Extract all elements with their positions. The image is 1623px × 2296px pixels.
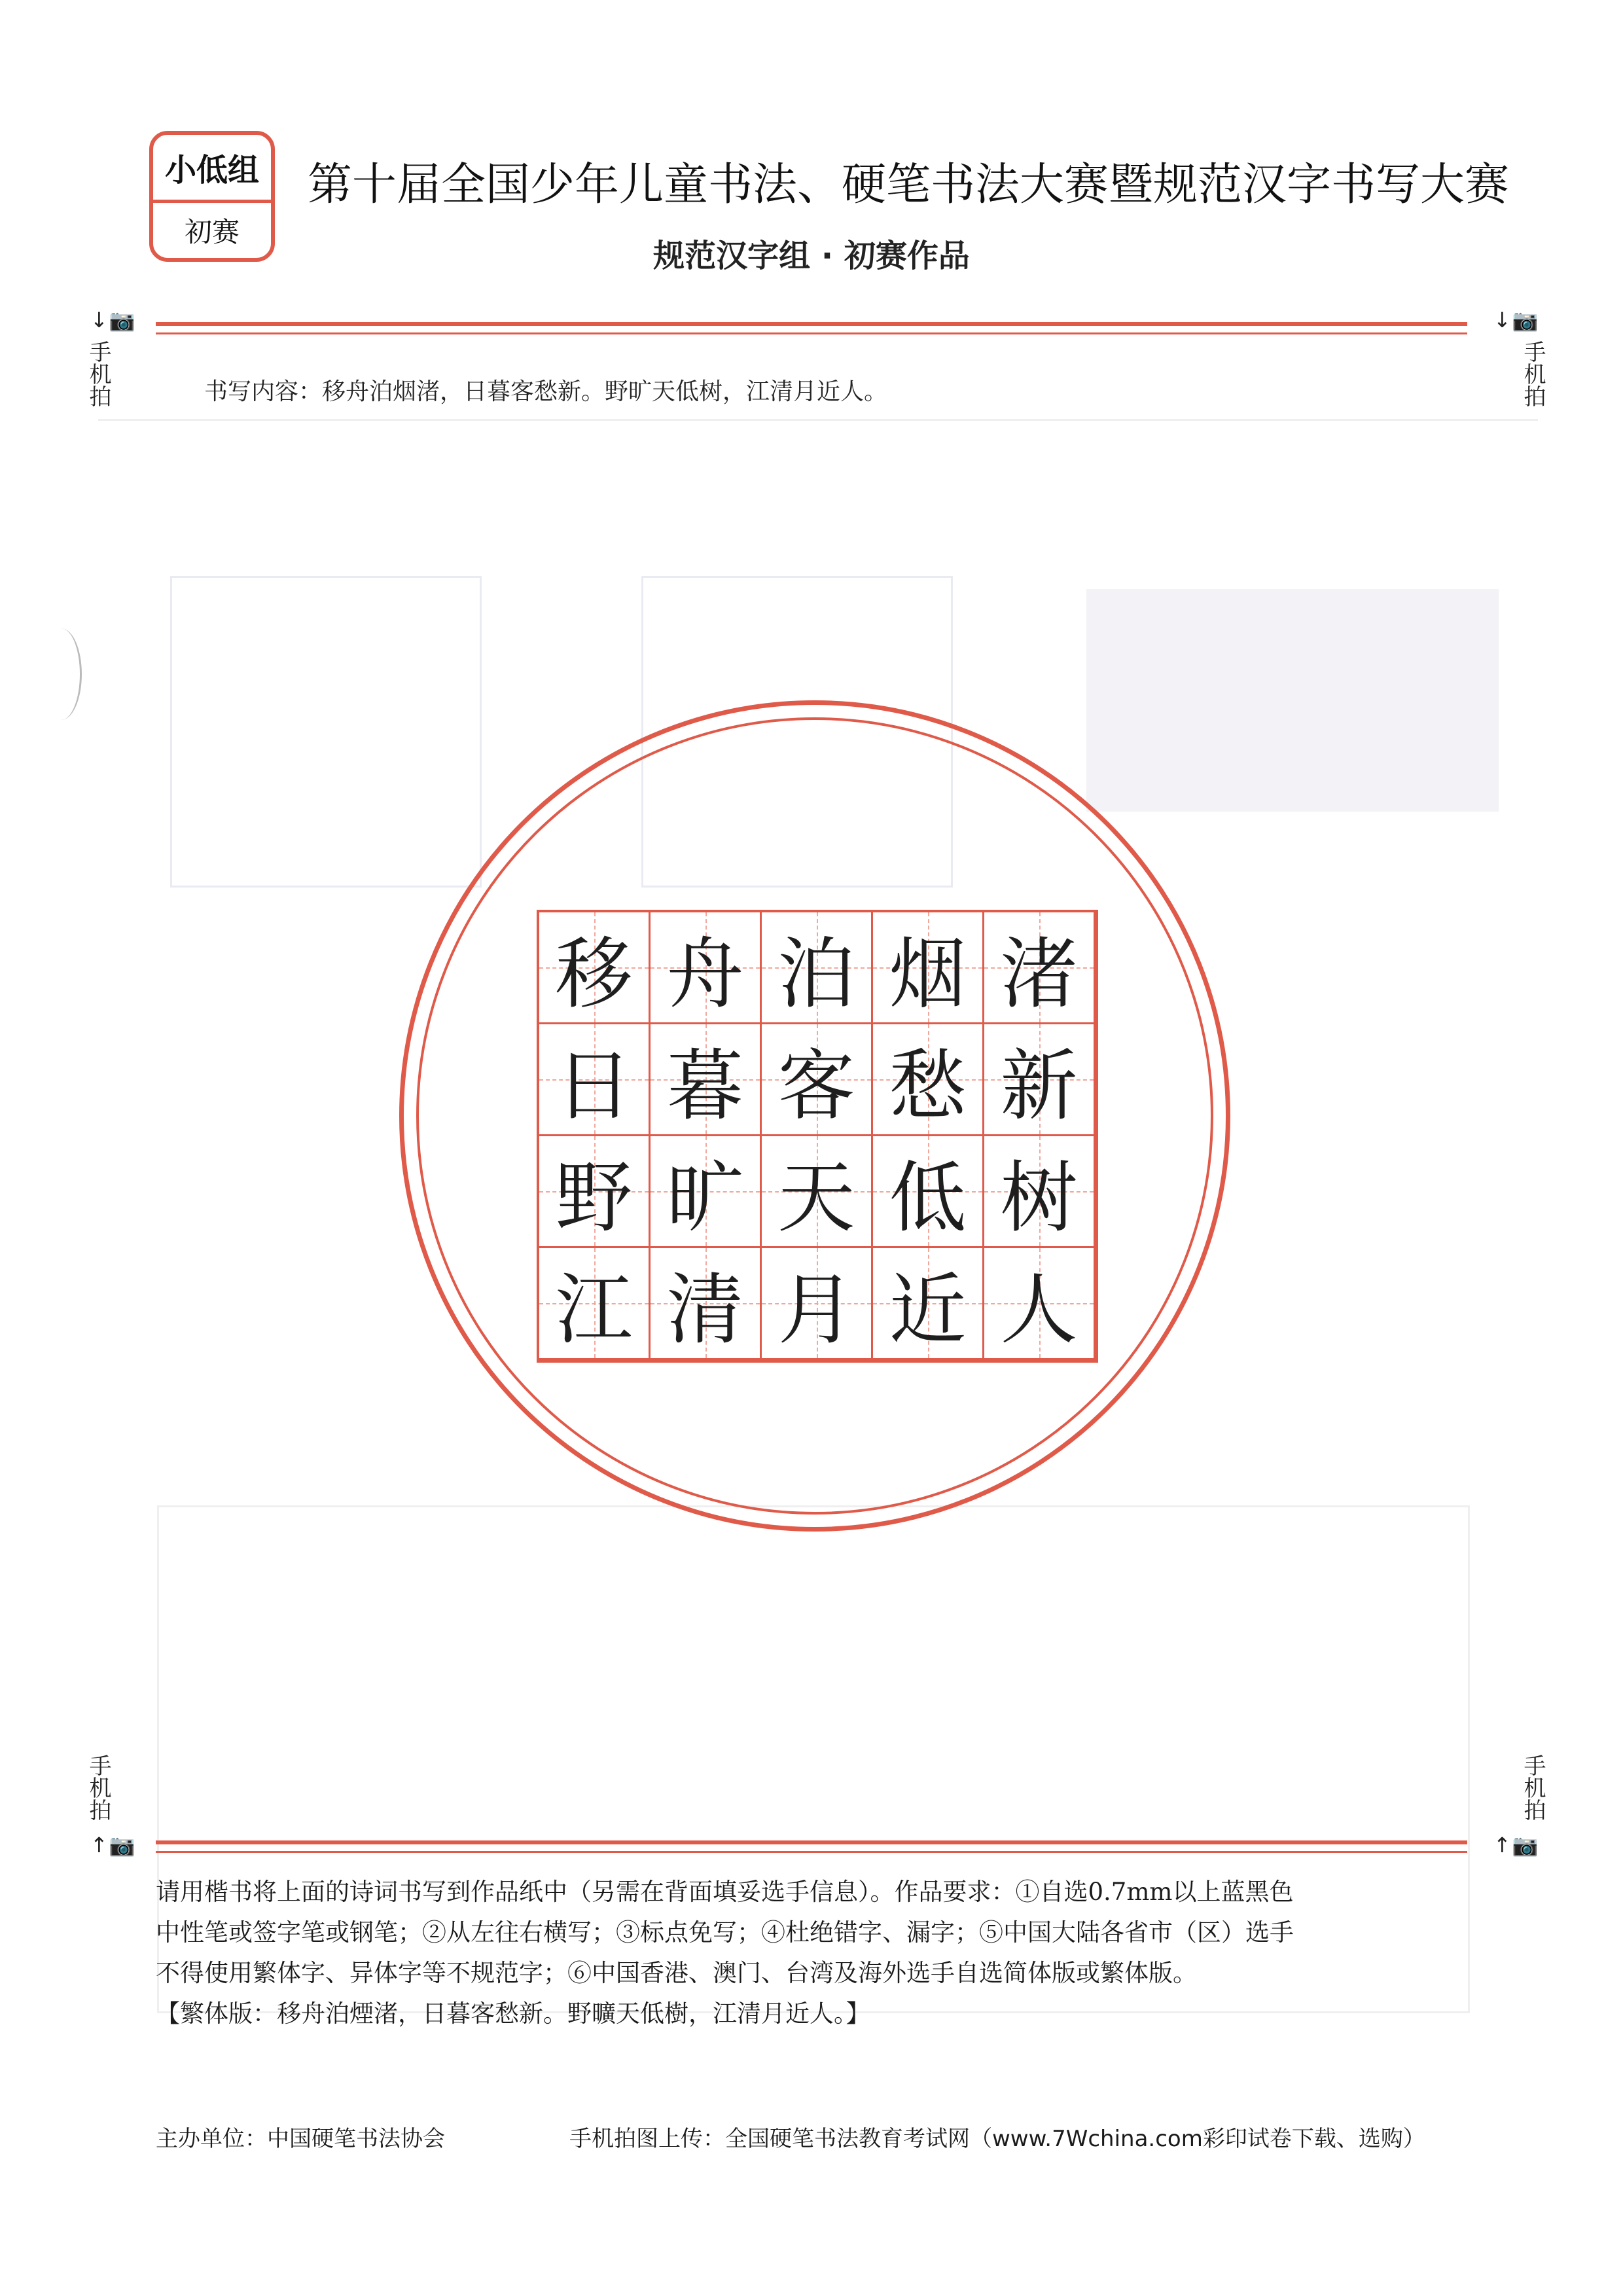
grid-cell (762, 1136, 873, 1248)
instruction-line: 不得使用繁体字、异体字等不规范字；⑥中国香港、澳门、台湾及海外选手自选简体版或繁体版。 (156, 1959, 1197, 1987)
grid-char: 近 (889, 1265, 967, 1355)
grid-char: 渚 (1000, 929, 1078, 1019)
grid-cell (762, 1024, 873, 1136)
grid-char: 人 (1000, 1265, 1078, 1355)
badge-stage-label: 初赛 (184, 216, 240, 248)
bottom-rule (156, 1840, 1467, 1844)
instructions-block (156, 1872, 1471, 2034)
grid-cell (984, 912, 1096, 1024)
page-subtitle: 规范汉字组 · 初赛作品 (653, 238, 970, 274)
grid-char: 月 (777, 1265, 855, 1355)
grid-char: 旷 (666, 1153, 744, 1243)
top-rule (156, 322, 1467, 326)
grid-char: 低 (889, 1153, 967, 1243)
grid-char: 暮 (666, 1041, 744, 1131)
badge-group-label: 小低组 (153, 135, 271, 203)
grid-cell (539, 1136, 651, 1248)
phone-mark-label: 手机拍 (85, 1754, 111, 1821)
footer-organizer: 主办单位：中国硬笔书法协会 (156, 2126, 445, 2152)
grid-char: 愁 (889, 1041, 967, 1131)
grid-cell (651, 1248, 762, 1360)
grid-char: 天 (777, 1153, 855, 1243)
instruction-line: 中性笔或签字笔或钢笔；②从左往右横写；③标点免写；④杜绝错字、漏字；⑤中国大陆各省市（区）选手 (156, 1918, 1294, 1946)
grid-char: 野 (555, 1153, 633, 1243)
grid-cell (762, 912, 873, 1024)
grid-char: 树 (1000, 1153, 1078, 1243)
grid-cell (651, 1136, 762, 1248)
grid-cell (984, 1024, 1096, 1136)
top-rule-thin (156, 332, 1467, 334)
grid-cell (539, 912, 651, 1024)
grid-char: 移 (555, 929, 633, 1019)
phone-mark-right-top (1513, 340, 1552, 413)
grid-char: 客 (777, 1041, 855, 1131)
grid-cell (873, 1136, 984, 1248)
phone-mark-left-top (79, 340, 118, 413)
grid-char: 日 (555, 1041, 633, 1131)
grid-cell (984, 1248, 1096, 1360)
instruction-line: 请用楷书将上面的诗词书写到作品纸中（另需在背面填妥选手信息）。作品要求：①自选0.7mm以上蓝黑色 (156, 1878, 1294, 1906)
camera-down-icon-right-top: ↓📷 (1493, 308, 1540, 332)
grid-cell (873, 1024, 984, 1136)
camera-up-icon-right-bottom: ↑📷 (1493, 1833, 1540, 1857)
grid-char: 清 (666, 1265, 744, 1355)
grid-char: 江 (555, 1265, 633, 1355)
grid-char: 泊 (777, 929, 855, 1019)
instruction-line: 【繁体版：移舟泊煙渚，日暮客愁新。野曠天低樹，江清月近人。】 (156, 2000, 870, 2028)
bottom-rule-thin (156, 1851, 1467, 1853)
grid-char: 烟 (889, 929, 967, 1019)
camera-down-icon-left-top: ↓📷 (90, 308, 137, 332)
writing-grid (537, 910, 1098, 1363)
ghost-banner (1086, 589, 1499, 812)
grid-cell (873, 1248, 984, 1360)
grid-cell (873, 912, 984, 1024)
grid-cell (651, 1024, 762, 1136)
grid-cell (539, 1024, 651, 1136)
camera-up-icon-left-bottom: ↑📷 (90, 1833, 137, 1857)
grid-cell (539, 1248, 651, 1360)
phone-mark-left-bottom (79, 1754, 118, 1827)
ghost-title-line (98, 419, 1538, 460)
page-title: 第十届全国少年儿童书法、硬笔书法大赛暨规范汉字书写大赛 (308, 159, 1510, 211)
ghost-qr-left (170, 576, 482, 888)
footer-upload-link[interactable]: 手机拍图上传：全国硬笔书法教育考试网（www.7Wchina.com彩印试卷下载、选购） (569, 2126, 1425, 2152)
writing-content-line: 书写内容：移舟泊烟渚，日暮客愁新。野旷天低树，江清月近人。 (204, 378, 888, 405)
grid-char: 新 (1000, 1041, 1078, 1131)
phone-mark-label: 手机拍 (1520, 340, 1546, 407)
grid-char: 舟 (666, 929, 744, 1019)
grid-cell (762, 1248, 873, 1360)
phone-mark-label: 手机拍 (85, 340, 111, 407)
grid-cell (651, 912, 762, 1024)
phone-mark-right-bottom (1513, 1754, 1552, 1827)
paper-edge-mark (41, 628, 82, 720)
grid-cell (984, 1136, 1096, 1248)
phone-mark-label: 手机拍 (1520, 1754, 1546, 1821)
